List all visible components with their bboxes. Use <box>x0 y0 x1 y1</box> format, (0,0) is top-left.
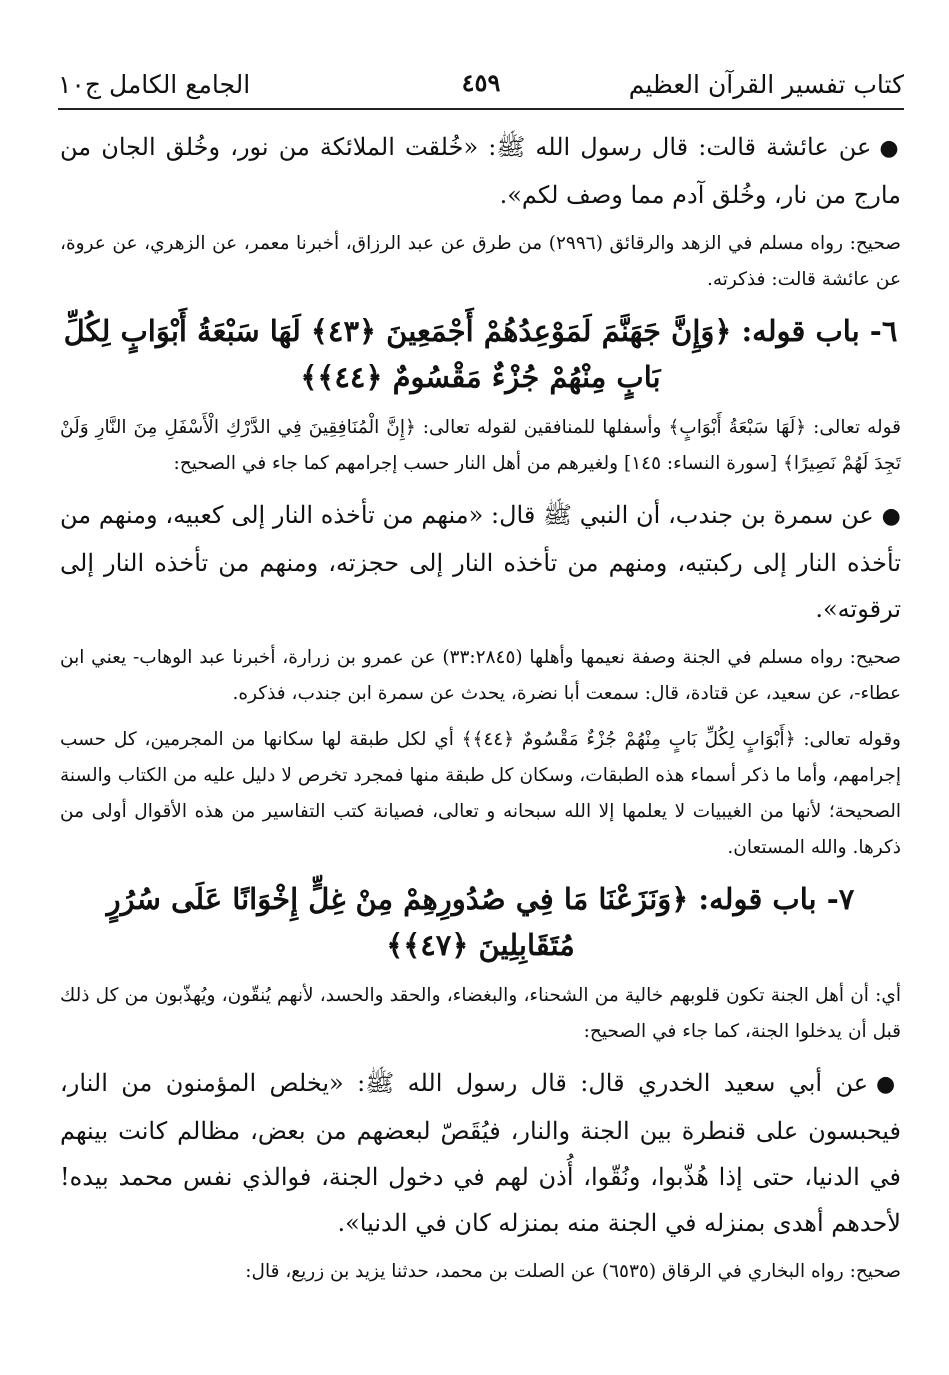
bullet-icon: ● <box>876 1072 901 1097</box>
hadith-text: عن عائشة قالت: قال رسول الله ﷺ: «خُلقت الملائكة من نور، وخُلق الجان من مارج من نار، وخُلق آدم مما وصف لكم». <box>60 133 901 209</box>
grading-note: صحيح: رواه البخاري في الرقاق (٦٥٣٥) عن الصلت بن محمد، حدثنا يزيد بن زريع، قال: <box>245 1261 901 1282</box>
book-title: كتاب تفسير القرآن العظيم <box>628 70 904 99</box>
header-divider <box>58 108 904 110</box>
commentary-paragraph: قوله تعالى: ﴿لَهَا سَبْعَةُ أَبْوَابٍ﴾ وأسفلها للمنافقين لقوله تعالى: ﴿إِنَّ الْمُنَافِقِينَ فِي الدَّرْكِ الْأَسْفَلِ مِنَ النَّارِ وَلَنْ تَجِدَ لَهُمْ نَصِيرًا﴾ [سورة النساء: ١٤٥] ولغيرهم من أهل النار حسب إجرامهم كما جاء في الصحيح: <box>60 417 901 474</box>
hadith-paragraph <box>60 1060 901 1246</box>
grading-note: صحيح: رواه مسلم في الجنة وصفة نعيمها وأهلها (٣٣:٢٨٤٥) عن عمرو بن زرارة، أخبرنا عبد الوهاب- يعني ابن عطاء-، عن سعيد، عن قتادة، قال: سمعت أبا نضرة، يحدث عن سمرة ابن جندب، فذكره. <box>60 647 901 704</box>
chapter-heading: ٧- باب قوله: ﴿وَنَزَعْنَا مَا فِي صُدُورِهِمْ مِنْ غِلٍّ إِخْوَانًا عَلَى سُرُرٍ مُتَقَابِلِينَ ﴿٤٧﴾﴾ <box>106 882 855 962</box>
commentary-paragraph: أي: أن أهل الجنة تكون قلوبهم خالية من الشحناء، والبغضاء، والحقد والحسد، لأنهم يُنقّون، ويُهذّبون من كل ذلك قبل أن يدخلوا الجنة، كما جاء في الصحيح: <box>60 985 901 1042</box>
commentary-paragraph: وقوله تعالى: ﴿أَبْوَابٍ لِكُلِّ بَابٍ مِنْهُمْ جُزْءٌ مَقْسُومٌ ﴿٤٤﴾﴾ أي لكل طبقة لها سكانها من المجرمين، كل حسب إجرامهم، وأما ما ذكر أسماء هذه الطبقات، وسكان كل طبقة منها فمجرد تخرص لا دليل عليه من الكتاب والسنة الصحيحة؛ لأنها من الغيبيات لا يعلمها إلا الله سبحانه و تعالى، فصيانة كتب التفاسير من هذه الأقوال أولى من ذكرها. والله المستعان. <box>60 729 901 858</box>
bullet-icon: ● <box>879 136 902 161</box>
page-header <box>58 62 904 102</box>
chapter-heading: ٦- باب قوله: ﴿وَإِنَّ جَهَنَّمَ لَمَوْعِدُهُمْ أَجْمَعِينَ ﴿٤٣﴾ لَهَا سَبْعَةُ أَبْوَابٍ لِكُلِّ بَابٍ مِنْهُمْ جُزْءٌ مَقْسُومٌ ﴿٤٤﴾﴾ <box>63 314 898 394</box>
page-body <box>60 124 901 1300</box>
hadith-paragraph <box>60 492 901 632</box>
hadith-text: عن سمرة بن جندب، أن النبي ﷺ قال: «منهم من تأخذه النار إلى كعبيه، ومنهم من تأخذه النار إلى ركبتيه، ومنهم من تأخذه النار إلى حجزته، ومنهم من تأخذه النار إلى ترقوته». <box>60 501 902 623</box>
volume-label: الجامع الكامل ج١٠ <box>58 70 251 99</box>
bullet-icon: ● <box>881 504 901 529</box>
grading-note: صحيح: رواه مسلم في الزهد والرقائق (٢٩٩٦) من طرق عن عبد الرزاق، أخبرنا معمر، عن الزهري، عن عروة، عن عائشة قالت: فذكرته. <box>60 233 901 290</box>
hadith-text: عن أبي سعيد الخدري قال: قال رسول الله ﷺ: «يخلص المؤمنون من النار، فيحبسون على قنطرة بين الجنة والنار، فيُقَصّ لبعضهم من بعض، مظالم كانت بينهم في الدنيا، حتى إذا هُذّبوا، ونُقّوا، أُذن لهم في دخول الجنة، فوالذي نفس محمد بيده! لأحدهم أهدى بمنزله في الجنة منه بمنزله كان في الدنيا». <box>60 1069 901 1237</box>
hadith-paragraph <box>60 124 901 218</box>
page-number: ٤٥٩ <box>461 68 501 97</box>
